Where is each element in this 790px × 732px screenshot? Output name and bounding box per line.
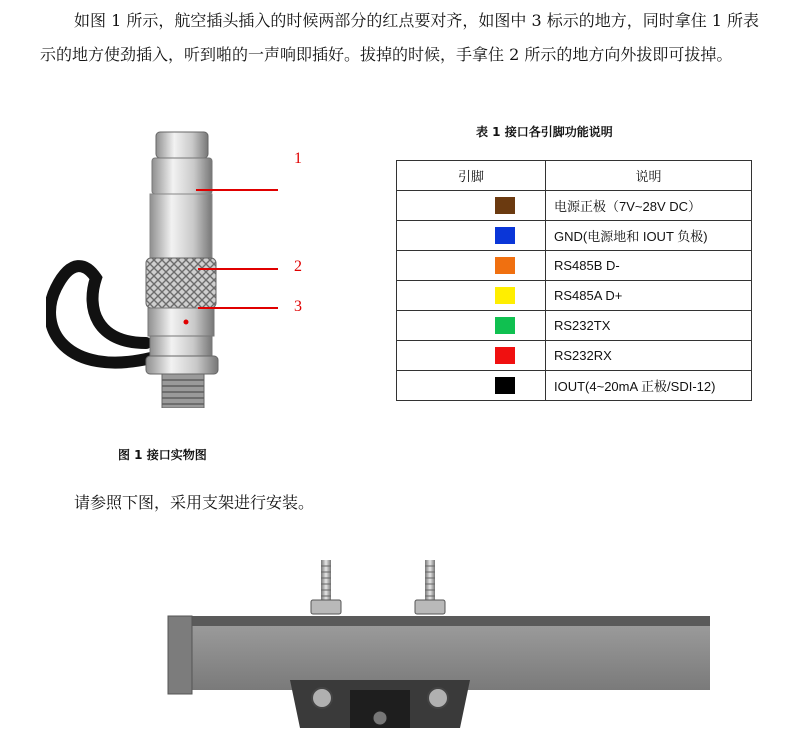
pin-cell bbox=[397, 251, 546, 281]
color-swatch bbox=[495, 377, 515, 394]
install-paragraph: 请参照下图，采用支架进行安装。 bbox=[74, 493, 315, 512]
color-swatch bbox=[495, 227, 515, 244]
pin-cell bbox=[397, 371, 546, 401]
callout-1: 1 bbox=[294, 150, 302, 167]
callout-3: 3 bbox=[294, 298, 302, 315]
color-swatch bbox=[495, 347, 515, 364]
table-row bbox=[397, 341, 752, 371]
description-cell: RS232TX bbox=[546, 311, 752, 341]
description-cell: 电源正极（7V~28V DC） bbox=[546, 191, 752, 221]
description-cell: IOUT(4~20mA 正极/SDI-12) bbox=[546, 371, 752, 401]
callout-line-2 bbox=[198, 268, 278, 270]
callout-line-1 bbox=[196, 189, 278, 191]
table-row bbox=[397, 311, 752, 341]
table-header-row bbox=[397, 161, 752, 191]
callout-2: 2 bbox=[294, 258, 302, 275]
header-pin: 引脚 bbox=[397, 161, 546, 191]
description-cell: RS232RX bbox=[546, 341, 752, 371]
color-swatch bbox=[495, 317, 515, 334]
color-swatch bbox=[495, 257, 515, 274]
pin-cell bbox=[397, 311, 546, 341]
table-row bbox=[397, 191, 752, 221]
pin-cell bbox=[397, 221, 546, 251]
pin-cell bbox=[397, 281, 546, 311]
figure-caption: 图 1 接口实物图 bbox=[118, 448, 207, 462]
mounting-bracket-image bbox=[0, 540, 790, 728]
description-cell: RS485B D- bbox=[546, 251, 752, 281]
bracket-photo bbox=[0, 540, 790, 728]
table-row bbox=[397, 281, 752, 311]
header-description: 说明 bbox=[546, 161, 752, 191]
pin-cell bbox=[397, 341, 546, 371]
callout-line-3 bbox=[198, 307, 278, 309]
description-cell: GND(电源地和 IOUT 负极) bbox=[546, 221, 752, 251]
pin-function-table bbox=[396, 160, 752, 401]
table-row bbox=[397, 371, 752, 401]
table-row bbox=[397, 251, 752, 281]
pin-cell bbox=[397, 191, 546, 221]
color-swatch bbox=[495, 287, 515, 304]
intro-paragraph: 如图 1 所示，航空插头插入的时候两部分的红点要对齐，如图中 3 标示的地方，同时拿住 1 所表示的地方使劲插入，听到啪的一声响即插好。拔掉的时候，手拿住 2 所示的地方向外拔即可拔掉。 bbox=[40, 11, 760, 64]
color-swatch bbox=[495, 197, 515, 214]
description-cell: RS485A D+ bbox=[546, 281, 752, 311]
table-row bbox=[397, 221, 752, 251]
table-title: 表 1 接口各引脚功能说明 bbox=[476, 125, 613, 139]
